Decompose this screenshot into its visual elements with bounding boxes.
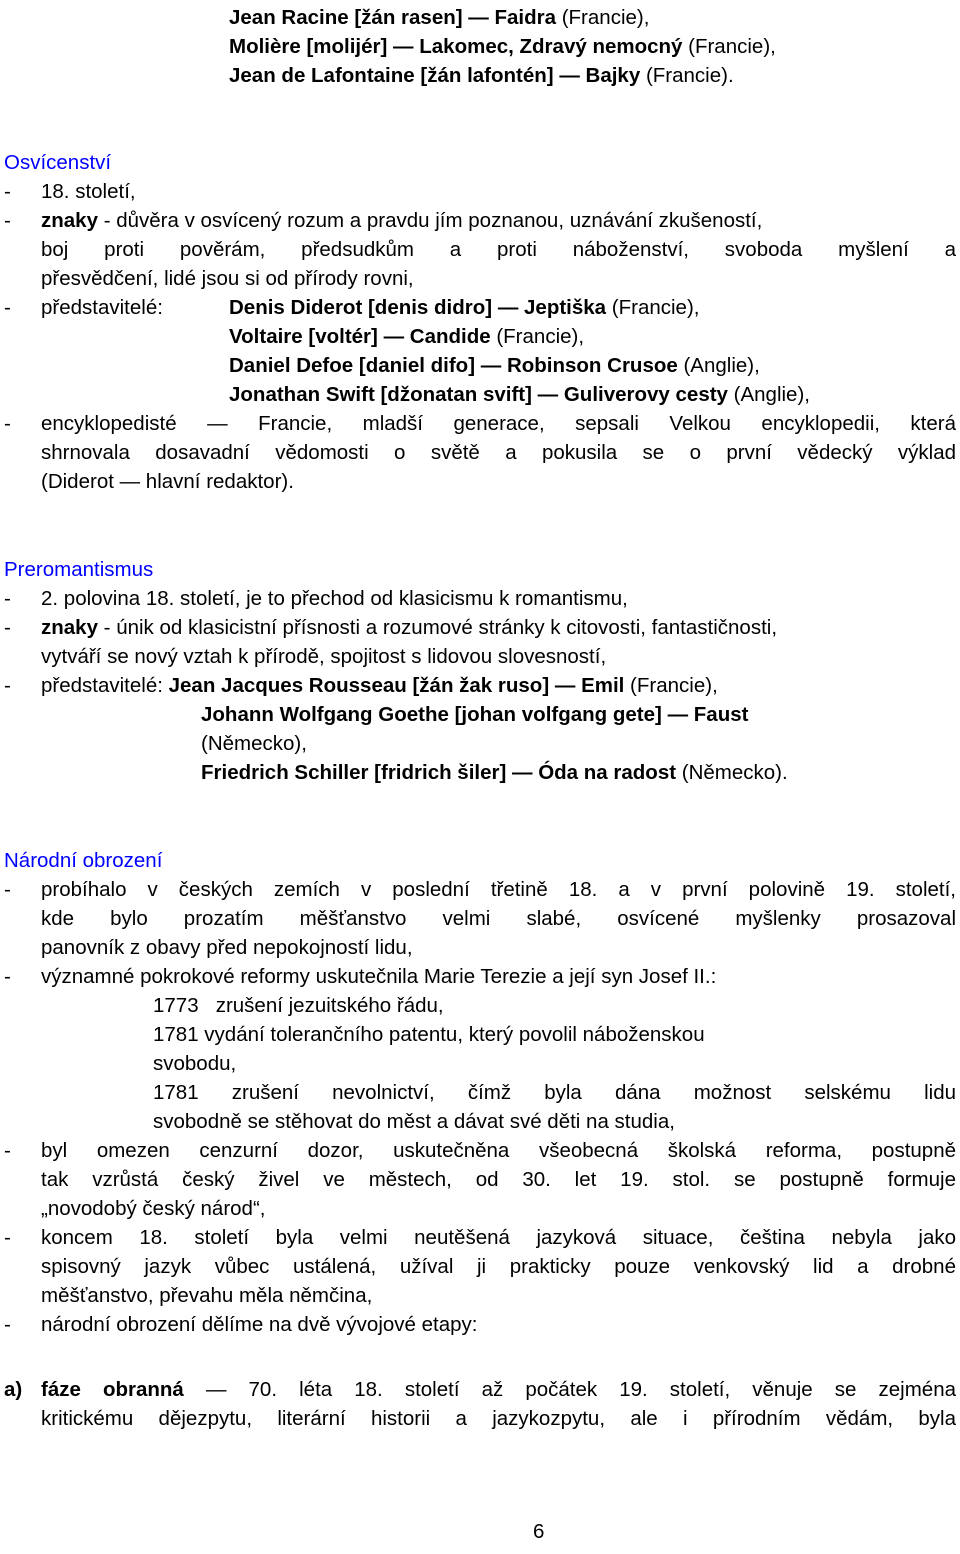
bullet-dash: - xyxy=(4,674,11,697)
phase-a-line-1: fáze obranná — 70. léta 18. století až počátek 19. století, věnuje se zejména xyxy=(41,1378,956,1401)
revival-p1-line-1: probíhalo v českých zemích v poslední třetině 18. a v první polovině 19. století, xyxy=(41,878,956,901)
heading-national-revival: Národní obrození xyxy=(4,849,163,872)
enlightenment-reps-label: představitelé: xyxy=(41,296,163,319)
reform-1781-serfdom: 1781 zrušení nevolnictví, čímž byla dána možnost selskému lidu xyxy=(153,1081,956,1104)
enlightenment-signs-line-1: znaky - důvěra v osvícený rozum a pravdu jím poznanou, uznávání zkušeností, xyxy=(41,209,763,232)
reform-1781-serfdom-cont: svobodně se stěhovat do měst a dávat své děti na studia, xyxy=(153,1110,675,1133)
preromanticism-signs-line-1: znaky - únik od klasicistní přísnosti a rozumové stránky k citovosti, fantastičnosti, xyxy=(41,616,778,639)
bullet-dash: - xyxy=(4,1313,11,1336)
rep-voltaire: Voltaire [voltér] — Candide (Francie), xyxy=(229,325,585,348)
bullet-dash: - xyxy=(4,878,11,901)
preromanticism-period: 2. polovina 18. století, je to přechod od klasicismu k romantismu, xyxy=(41,587,628,610)
encyclopedists-line-3: (Diderot — hlavní redaktor). xyxy=(41,470,294,493)
encyclopedists-line-1: encyklopedisté — Francie, mladší generace, sepsali Velkou encyklopedii, která xyxy=(41,412,956,435)
revival-p3-line-3: „novodobý český národ“, xyxy=(41,1197,266,1220)
rep-schiller: Friedrich Schiller [fridrich šiler] — Óda na radost (Německo). xyxy=(201,761,788,784)
revival-p4-line-1: koncem 18. století byla velmi neutěšená jazyková situace, čeština nebyla jako xyxy=(41,1226,956,1249)
reform-1781-patent: 1781 vydání tolerančního patentu, který povolil náboženskou xyxy=(153,1023,705,1046)
bullet-dash: - xyxy=(4,965,11,988)
bullet-dash: - xyxy=(4,412,11,435)
encyclopedists-line-2: shrnovala dosavadní vědomosti o světě a pokusila se o první vědecký výklad xyxy=(41,441,956,464)
revival-p3-line-1: byl omezen cenzurní dozor, uskutečněna všeobecná školská reforma, postupně xyxy=(41,1139,956,1162)
revival-p2-line-1: významné pokrokové reformy uskutečnila Marie Terezie a její syn Josef II.: xyxy=(41,965,717,988)
rep-defoe: Daniel Defoe [daniel difo] — Robinson Crusoe (Anglie), xyxy=(229,354,760,377)
enlightenment-century: 18. století, xyxy=(41,180,136,203)
classicism-line-3: Jean de Lafontaine [žán lafontén] — Bajky (Francie). xyxy=(229,64,734,87)
heading-preromanticism: Preromantismus xyxy=(4,558,154,581)
bullet-dash: - xyxy=(4,1139,11,1162)
bullet-dash: - xyxy=(4,296,11,319)
bullet-dash: - xyxy=(4,616,11,639)
rep-goethe-country: (Německo), xyxy=(201,732,307,755)
bullet-dash: - xyxy=(4,587,11,610)
enlightenment-signs-line-3: přesvědčení, lidé jsou si od přírody rovni, xyxy=(41,267,414,290)
reform-1773: 1773 zrušení jezuitského řádu, xyxy=(153,994,444,1017)
heading-enlightenment: Osvícenství xyxy=(4,151,112,174)
rep-swift: Jonathan Swift [džonatan svift] — Guliverovy cesty (Anglie), xyxy=(229,383,810,406)
bullet-dash: - xyxy=(4,1226,11,1249)
reform-1781-patent-cont: svobodu, xyxy=(153,1052,237,1075)
revival-p1-line-3: panovník z obavy před nepokojností lidu, xyxy=(41,936,413,959)
revival-p5-line-1: národní obrození dělíme na dvě vývojové etapy: xyxy=(41,1313,478,1336)
rep-diderot: Denis Diderot [denis didro] — Jeptiška (Francie), xyxy=(229,296,700,319)
revival-p3-line-2: tak vzrůstá český živel ve městech, od 30. let 19. stol. se postupně formuje xyxy=(41,1168,956,1191)
phase-a-label: a) xyxy=(4,1378,23,1401)
classicism-line-2: Molière [molijér] — Lakomec, Zdravý nemocný (Francie), xyxy=(229,35,776,58)
rep-rousseau: představitelé: Jean Jacques Rousseau [žán žak ruso] — Emil (Francie), xyxy=(41,674,718,697)
page-number: 6 xyxy=(533,1520,545,1543)
phase-a-line-2: kritickému dějezpytu, literární historii a jazykozpytu, ale i přírodním vědám, byla xyxy=(41,1407,956,1430)
rep-goethe: Johann Wolfgang Goethe [johan volfgang gete] — Faust xyxy=(201,703,749,726)
revival-p4-line-3: měšťanstvo, převahu měla němčina, xyxy=(41,1284,373,1307)
revival-p4-line-2: spisovný jazyk vůbec ustálená, užíval ji prakticky pouze venkovský lid a drobné xyxy=(41,1255,956,1278)
preromanticism-signs-line-2: vytváří se nový vztah k přírodě, spojitost s lidovou slovesností, xyxy=(41,645,607,668)
bullet-dash: - xyxy=(4,209,11,232)
revival-p1-line-2: kde bylo prozatím měšťanstvo velmi slabé, osvícené myšlenky prosazoval xyxy=(41,907,956,930)
bullet-dash: - xyxy=(4,180,11,203)
enlightenment-signs-line-2: boj proti pověrám, předsudkům a proti náboženství, svoboda myšlení a xyxy=(41,238,956,261)
classicism-line-1: Jean Racine [žán rasen] — Faidra (Francie), xyxy=(229,6,650,29)
